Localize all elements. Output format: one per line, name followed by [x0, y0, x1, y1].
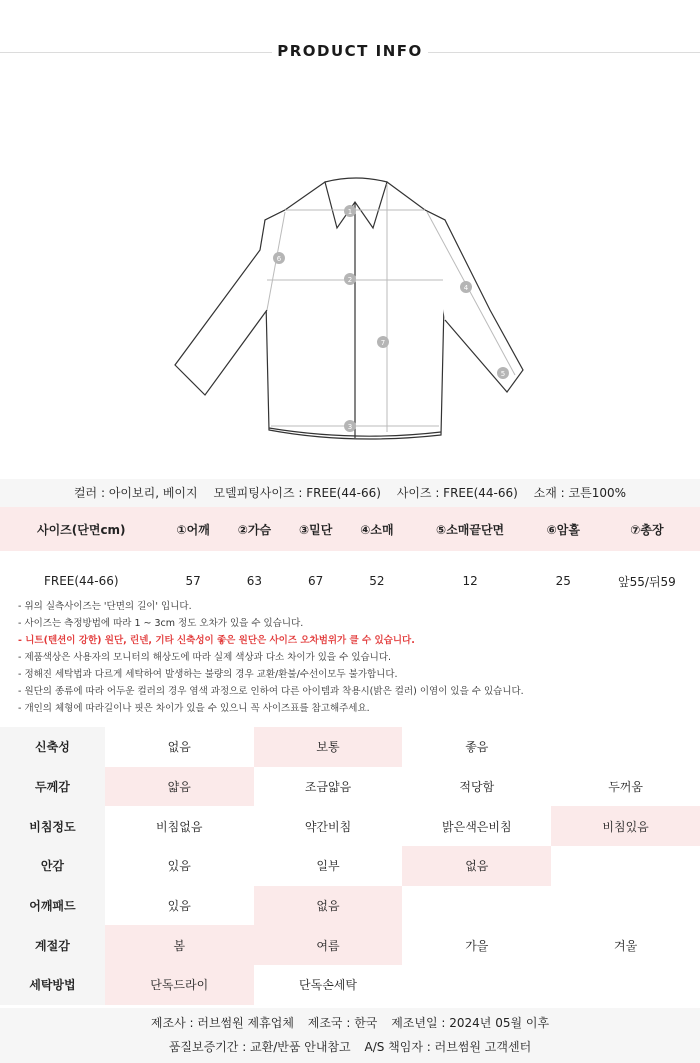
size-header-cell: ③밑단 — [285, 507, 346, 551]
material-info: 소재 : 코튼100% — [533, 486, 627, 500]
marker-1-label: 1 — [347, 208, 353, 216]
marker-4-label: 4 — [463, 284, 469, 292]
size-header-cell: ⑥암홀 — [533, 507, 594, 551]
feel-label: 두께감 — [0, 767, 105, 807]
shirt-measurement-diagram — [165, 170, 535, 455]
feel-option: 있음 — [167, 859, 191, 874]
feel-option — [402, 965, 551, 1005]
feel-option-selected: 없음 — [254, 886, 403, 926]
feel-label: 어깨패드 — [0, 886, 105, 926]
note-line: - 개인의 체형에 따라길이나 핏은 차이가 있을 수 있으니 꼭 사이즈표를 참고해주세요. — [18, 703, 370, 714]
feel-option — [551, 886, 700, 926]
size-info: 사이즈 : FREE(44-66) — [396, 486, 518, 500]
size-header-cell: ⑤소매끝단면 — [408, 507, 533, 551]
feel-option: 있음 — [167, 899, 191, 914]
product-info-header — [0, 0, 700, 105]
product-summary-row — [0, 479, 700, 507]
feel-row-season — [0, 925, 700, 965]
note-line-warning: - 니트(텐션이 강한) 원단, 린넨, 기타 신축성이 좋은 원단은 사이즈 오차범위가 클 수 있습니다. — [18, 635, 415, 646]
feel-label: 안감 — [0, 846, 105, 886]
maker-info: 제조사 : 러브썸원 제휴업체 — [150, 1016, 294, 1030]
feel-option: 약간비침 — [304, 819, 352, 834]
fabric-feel-table — [0, 727, 700, 1005]
feel-option: 두꺼움 — [608, 780, 643, 795]
feel-option-selected: 얇음 — [105, 767, 254, 807]
feel-option: 밝은색은비침 — [442, 819, 512, 834]
feel-option — [551, 727, 700, 767]
note-line: - 사이즈는 측정방법에 따라 1 ~ 3cm 정도 오차가 있을 수 있습니다. — [18, 618, 304, 629]
feel-option: 없음 — [167, 740, 191, 755]
size-cell: 52 — [369, 574, 385, 588]
feel-option: 비침없음 — [156, 819, 203, 834]
feel-option: 일부 — [316, 859, 340, 874]
feel-option: 좋음 — [465, 740, 489, 755]
feel-option-selected: 단독드라이 — [105, 965, 254, 1005]
feel-row-washing — [0, 965, 700, 1005]
feel-option: 적당함 — [459, 780, 495, 795]
note-line: - 위의 실측사이즈는 '단면의 길이' 입니다. — [18, 601, 192, 612]
country-info: 제조국 : 한국 — [307, 1016, 378, 1030]
size-notes — [18, 598, 698, 717]
size-cell: 67 — [308, 574, 324, 588]
marker-5-label: 5 — [500, 370, 506, 378]
size-cell: 앞55/뒤59 — [618, 574, 676, 589]
feel-option-selected: 비침있음 — [551, 806, 700, 846]
feel-row-lining — [0, 846, 700, 886]
feel-label: 비침정도 — [0, 806, 105, 846]
note-line: - 정해진 세탁법과 다르게 세탁하여 발생하는 불량의 경우 교환/환불/수선이모두 불가합니다. — [18, 669, 398, 680]
marker-6-label: 6 — [276, 255, 282, 263]
manufacturer-footer — [0, 1008, 700, 1063]
color-info: 컬러 : 아이보리, 베이지 — [73, 486, 198, 500]
size-cell: FREE(44-66) — [43, 574, 119, 588]
size-table-header — [0, 507, 700, 551]
model-size-info: 모델피팅사이즈 : FREE(44-66) — [213, 486, 381, 500]
note-line: - 원단의 종류에 따라 어두운 컬러의 경우 염색 과정으로 인하여 다른 아이템과 착용시(밝은 컬러) 이염이 있을 수 있습니다. — [18, 686, 524, 697]
size-cell: 25 — [555, 574, 571, 588]
size-cell: 57 — [185, 574, 201, 588]
feel-option — [551, 846, 700, 886]
warranty-info: 품질보증기간 : 교환/반품 안내참고 — [168, 1040, 351, 1054]
feel-label: 세탁방법 — [0, 965, 105, 1005]
section-title: PRODUCT INFO — [277, 42, 423, 60]
size-cell: 63 — [246, 574, 263, 588]
feel-option-selected: 보통 — [254, 727, 403, 767]
feel-option-selected: 없음 — [402, 846, 551, 886]
size-header-cell: ⑦총장 — [594, 507, 700, 551]
feel-row-thickness — [0, 767, 700, 807]
size-header-cell: 사이즈(단면cm) — [0, 507, 163, 551]
feel-option: 단독손세탁 — [299, 978, 357, 993]
footer-line-1 — [0, 1014, 700, 1031]
marker-3-label: 3 — [347, 423, 353, 431]
header-divider-right — [428, 52, 700, 53]
feel-label: 신축성 — [0, 727, 105, 767]
feel-row-sheerness — [0, 806, 700, 846]
size-header-cell: ②가슴 — [224, 507, 285, 551]
marker-7-label: 7 — [380, 339, 386, 347]
feel-row-stretch — [0, 727, 700, 767]
size-cell: 12 — [462, 574, 478, 588]
size-header-cell: ①어깨 — [163, 507, 224, 551]
feel-row-shoulder-pad — [0, 886, 700, 926]
feel-option: 겨울 — [614, 938, 638, 953]
size-header-cell: ④소매 — [346, 507, 407, 551]
marker-2-label: 2 — [347, 276, 353, 284]
feel-option: 가을 — [465, 938, 489, 953]
note-line: - 제품색상은 사용자의 모니터의 해상도에 따라 실제 색상과 다소 차이가 있을 수 있습니다. — [18, 652, 392, 663]
size-table — [0, 507, 700, 611]
feel-option: 조금얇음 — [304, 780, 352, 795]
date-info: 제조년일 : 2024년 05월 이후 — [391, 1016, 550, 1030]
as-info: A/S 책임자 : 러브썸원 고객센터 — [364, 1040, 532, 1054]
footer-line-2 — [0, 1038, 700, 1055]
feel-option — [402, 886, 551, 926]
feel-option-selected: 봄 — [105, 925, 254, 965]
feel-option — [551, 965, 700, 1005]
feel-label: 계절감 — [0, 925, 105, 965]
feel-option-selected: 여름 — [254, 925, 403, 965]
